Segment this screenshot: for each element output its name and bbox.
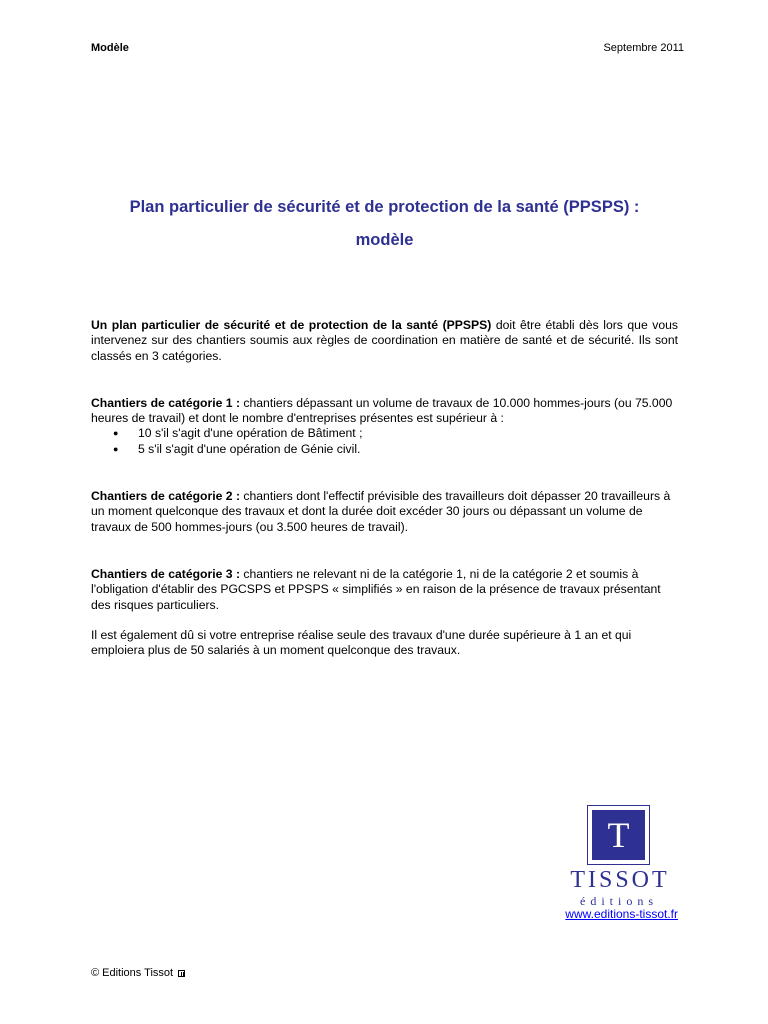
- note-paragraph: Il est également dû si votre entreprise réalise seule des travaux d'une durée supérieure à 1 an et qui emploiera plus de 50 salariés à un moment quelconque des travaux.: [91, 627, 632, 658]
- bullet-icon: ●: [113, 443, 119, 454]
- category-2-paragraph: [91, 489, 678, 535]
- category-1-list: [91, 426, 678, 457]
- footer: [91, 967, 185, 979]
- category-3-heading: Chantiers de catégorie 3 :: [91, 566, 241, 581]
- list-item-text: 10 s'il s'agit d'une opération de Bâtiment ;: [138, 426, 363, 441]
- category-1-text: chantiers dépassant un volume de travaux de 10.000 hommes-jours (ou 75.000 heures de travail) et dont le nombre d'entreprises présentes est supérieur à :: [91, 395, 673, 426]
- list-item: [91, 442, 678, 457]
- page-title: [91, 191, 678, 257]
- bullet-icon: ●: [113, 428, 119, 439]
- page-title-line1: Plan particulier de sécurité et de protection de la santé (PPSPS) :: [129, 198, 640, 216]
- logo-wordmark: TISSOT: [570, 867, 670, 893]
- intro-bold: Un plan particulier de sécurité et de protection de la santé (PPSPS): [91, 318, 492, 332]
- tissot-logo: [587, 805, 650, 865]
- intro-paragraph: [91, 318, 678, 364]
- category-2-heading: Chantiers de catégorie 2 :: [91, 489, 241, 504]
- category-3-text: chantiers ne relevant ni de la catégorie 1, ni de la catégorie 2 et soumis à l'obligation d'établir des PGCSPS et PPSPS « simplifiés » en raison de la présence de travaux présentant des risques particuliers.: [91, 566, 661, 612]
- header-doc-type: Modèle: [91, 42, 129, 54]
- brand-mark-icon: [178, 970, 185, 977]
- intro-text: doit être établi dès lors que vous intervenez sur des chantiers soumis aux règles de coordination en matière de santé et de sécurité. Ils sont classés en 3 catégories.: [91, 318, 678, 363]
- website-link[interactable]: www.editions-tissot.fr: [565, 907, 678, 921]
- list-item-text: 5 s'il s'agit d'une opération de Génie civil.: [138, 441, 361, 456]
- category-2-text: chantiers dont l'effectif prévisible des travailleurs doit dépasser 20 travailleurs à un moment quelconque des travaux et dont la durée doit excéder 30 jours ou dépassant un volume de travaux de 500 hommes-jours (ou 3.500 heures de travail).: [91, 489, 671, 534]
- logo-subtitle: éditions: [580, 894, 658, 908]
- header-date: Septembre 2011: [603, 42, 684, 54]
- logo-letter: T: [607, 815, 630, 855]
- category-1-heading: Chantiers de catégorie 1 :: [91, 395, 241, 410]
- footer-copyright: © Editions Tissot: [91, 967, 174, 979]
- page-title-line2: modèle: [355, 231, 414, 249]
- list-item: [91, 426, 678, 441]
- logo-badge: [592, 810, 645, 860]
- document-body: [91, 318, 678, 658]
- category-3-paragraph: [91, 567, 678, 613]
- category-1-paragraph: [91, 396, 678, 427]
